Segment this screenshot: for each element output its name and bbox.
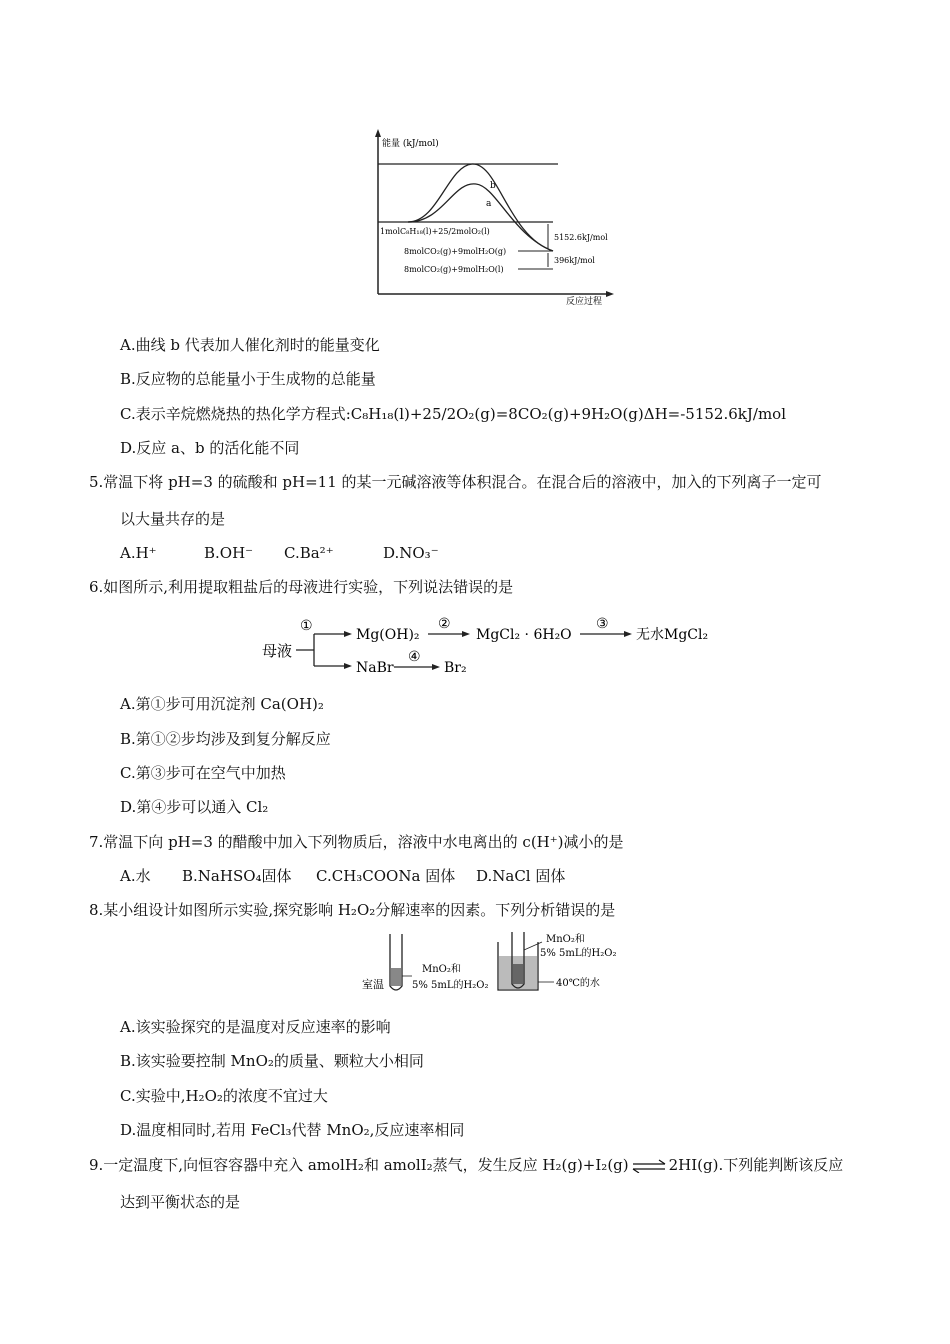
q9-stem-1b: 2HI(g).下列能判断该反应: [668, 1156, 844, 1174]
left-label-2: 5% 5mL的H₂O₂: [412, 980, 489, 991]
q8-option-b: B.该实验要控制 MnO₂的质量、颗粒大小相同: [120, 1052, 424, 1070]
q9-stem-1: [89, 1155, 843, 1175]
y-axis-arrow: [375, 129, 381, 137]
curve-a: [408, 184, 553, 251]
flow-nabr: NaBr: [356, 660, 394, 676]
flow-anhydrous-mgcl2: 无水MgCl₂: [636, 627, 709, 643]
curve-b-label: b: [490, 181, 496, 191]
equilibrium-arrow-icon: [631, 1159, 667, 1173]
room-temp-label: 室温: [362, 978, 384, 991]
q7-stem: 7.常温下向 pH=3 的醋酸中加入下列物质后，溶液中水电离出的 c(H⁺)减小的是: [89, 833, 624, 851]
right-label-2: 5% 5mL的H₂O₂: [540, 948, 617, 959]
water-label: 40℃的水: [556, 978, 600, 989]
flow-diagram: [258, 610, 738, 682]
flow-start: 母液: [262, 642, 293, 660]
q5-option-d: D.NO₃⁻: [383, 544, 439, 562]
left-solution: [391, 968, 401, 986]
left-label-1: MnO₂和: [422, 964, 461, 975]
q6-option-a: A.第①步可用沉淀剂 Ca(OH)₂: [120, 695, 324, 713]
q5-option-c: C.Ba²⁺: [284, 544, 334, 562]
q4-option-c: C.表示辛烷燃烧热的热化学方程式:C₈H₁₈(l)+25/2O₂(g)=8CO₂(g)+9H₂O(g)ΔH=-5152.6kJ/mol: [120, 405, 786, 423]
y-axis-label: 能量 (kJ/mol): [382, 139, 439, 149]
flow-diagram-svg: [258, 610, 738, 682]
h2o2-experiment-svg: [360, 928, 630, 996]
x-axis-arrow: [606, 291, 614, 297]
right-label-1: MnO₂和: [546, 934, 585, 945]
energy-diagram-svg: [368, 126, 628, 306]
q7-option-a: A.水: [120, 867, 151, 885]
flow-mgcl2-hydrate: MgCl₂ · 6H₂O: [476, 627, 572, 643]
step-1-label: ①: [300, 618, 313, 634]
q8-stem: 8.某小组设计如图所示实验,探究影响 H₂O₂分解速率的因素。下列分析错误的是: [89, 901, 616, 919]
dh2-label: 396kJ/mol: [554, 256, 595, 265]
q5-stem-2: 以大量共存的是: [120, 510, 226, 528]
energy-diagram: [368, 126, 628, 306]
q4-option-a: A.曲线 b 代表加人催化剂时的能量变化: [120, 336, 380, 354]
flow-mgoh2: Mg(OH)₂: [356, 627, 420, 643]
products-g-label: 8molCO₂(g)+9molH₂O(g): [404, 247, 507, 256]
q5-option-a: A.H⁺: [120, 544, 157, 562]
q5-stem-1: 5.常温下将 pH=3 的硫酸和 pH=11 的某一元碱溶液等体积混合。在混合后的溶液中，加入的下列离子一定可: [89, 473, 822, 491]
q7-option-c: C.CH₃COONa 固体: [316, 867, 456, 885]
flow-br2: Br₂: [444, 660, 467, 676]
step-2-label: ②: [438, 616, 451, 632]
q8-option-a: A.该实验探究的是温度对反应速率的影响: [120, 1018, 391, 1036]
q9-stem-2: 达到平衡状态的是: [120, 1193, 241, 1211]
reactants-label: 1molC₈H₁₈(l)+25/2molO₂(l): [380, 227, 490, 236]
q6-option-b: B.第①②步均涉及到复分解反应: [120, 730, 331, 748]
q9-stem-1a: 9.一定温度下,向恒容容器中充入 amolH₂和 amolI₂蒸气，发生反应 H₂(g)+I₂(g): [89, 1156, 629, 1174]
x-axis-label: 反应过程: [566, 297, 603, 306]
q8-option-d: D.温度相同时,若用 FeCl₃代替 MnO₂,反应速率相同: [120, 1121, 465, 1139]
curve-a-label: a: [486, 199, 492, 209]
q8-option-c: C.实验中,H₂O₂的浓度不宜过大: [120, 1087, 328, 1105]
q7-option-d: D.NaCl 固体: [476, 867, 566, 885]
h2o2-experiment-figure: [360, 928, 630, 996]
q6-option-c: C.第③步可在空气中加热: [120, 764, 286, 782]
q5-option-b: B.OH⁻: [204, 544, 254, 562]
q6-option-d: D.第④步可以通入 Cl₂: [120, 798, 269, 816]
products-l-label: 8molCO₂(g)+9molH₂O(l): [404, 265, 504, 274]
step-3-label: ③: [596, 616, 609, 632]
dh1-label: 5152.6kJ/mol: [554, 233, 608, 242]
q4-option-b: B.反应物的总能量小于生成物的总能量: [120, 370, 376, 388]
q7-option-b: B.NaHSO₄固体: [182, 867, 292, 885]
step-4-label: ④: [408, 649, 421, 665]
q4-option-d: D.反应 a、b 的活化能不同: [120, 439, 300, 457]
q6-stem: 6.如图所示,利用提取粗盐后的母液进行实验，下列说法错误的是: [89, 578, 514, 596]
right-solution: [513, 964, 523, 984]
